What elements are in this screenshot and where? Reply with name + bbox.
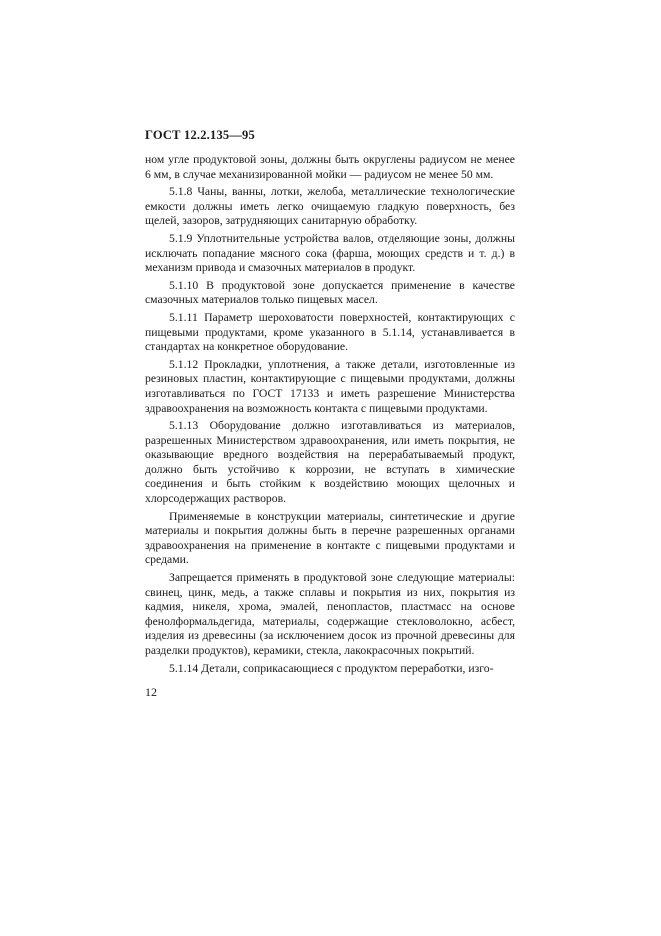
paragraph-5-1-9: 5.1.9 Уплотнительные устройства валов, отделяющие зоны, должны исключать попадание мясного сока (фарша, моющих средств и т. д.) в механизм привода и смазочных материалов в продукт. bbox=[145, 231, 515, 275]
document-body bbox=[145, 153, 515, 679]
paragraph-5-1-10: 5.1.10 В продуктовой зоне допускается применение в качестве смазочных материалов только пищевых масел. bbox=[145, 278, 515, 307]
paragraph-5-1-14: 5.1.14 Детали, соприкасающиеся с продуктом переработки, изго- bbox=[169, 661, 494, 675]
paragraph-5-1-11: 5.1.11 Параметр шероховатости поверхностей, контактирующих с пищевыми продуктами, кроме указанного в 5.1.14, устанавливается в стандартах на конкретное оборудование. bbox=[145, 310, 515, 354]
paragraph-5-1-12: 5.1.12 Прокладки, уплотнения, а также детали, изготовленные из резиновых пластин, контактирующие с пищевыми продуктами, должны изготавливаться по ГОСТ 17133 и иметь разрешение Министерства здравоохранения на возможность контакта с пищевыми продуктами. bbox=[145, 357, 515, 415]
page-number: 12 bbox=[145, 685, 157, 699]
paragraph-continuation: ном угле продуктовой зоны, должны быть округлены радиусом не менее 6 мм, в случае механизированной мойки — радиусом не менее 50 мм. bbox=[145, 153, 515, 181]
paragraph-5-1-8: 5.1.8 Чаны, ванны, лотки, желоба, металлические технологические емкости должны иметь легко очищаемую гладкую поверхность, без щелей, зазоров, затрудняющих санитарную обработку. bbox=[145, 185, 515, 228]
paragraph-5-1-13: 5.1.13 Оборудование должно изготавливаться из материалов, разрешенных Министерством здравоохранения, или иметь покрытия, не оказывающие вредного воздействия на перерабатываемый продукт, должно быть устойчиво к коррозии, не вступать в химические соединения и быть стойким к воздействию моющих щелочных и хлорсодержащих растворов. bbox=[145, 419, 515, 506]
paragraph-prohibited-materials: Запрещается применять в продуктовой зоне следующие материалы: свинец, цинк, медь, а также сплавы и покрытия из них, покрытия из кадмия, никеля, хрома, эмалей, пенопластов, пластмасс на основе фенолформальдегида, материалы, содержащие стекловолокно, асбест, изделия из древесины (за исключением досок из прочной древесины для разделки продуктов), керамики, стекла, лакокрасочных покрытий. bbox=[145, 571, 515, 657]
paragraph-materials: Применяемые в конструкции материалы, синтетические и другие материалы и покрытия должны быть в перечне разрешенных органами здравоохранения на применение в контакте с пищевыми продуктами и средами. bbox=[145, 509, 515, 567]
document-header: ГОСТ 12.2.135—95 bbox=[145, 128, 255, 142]
